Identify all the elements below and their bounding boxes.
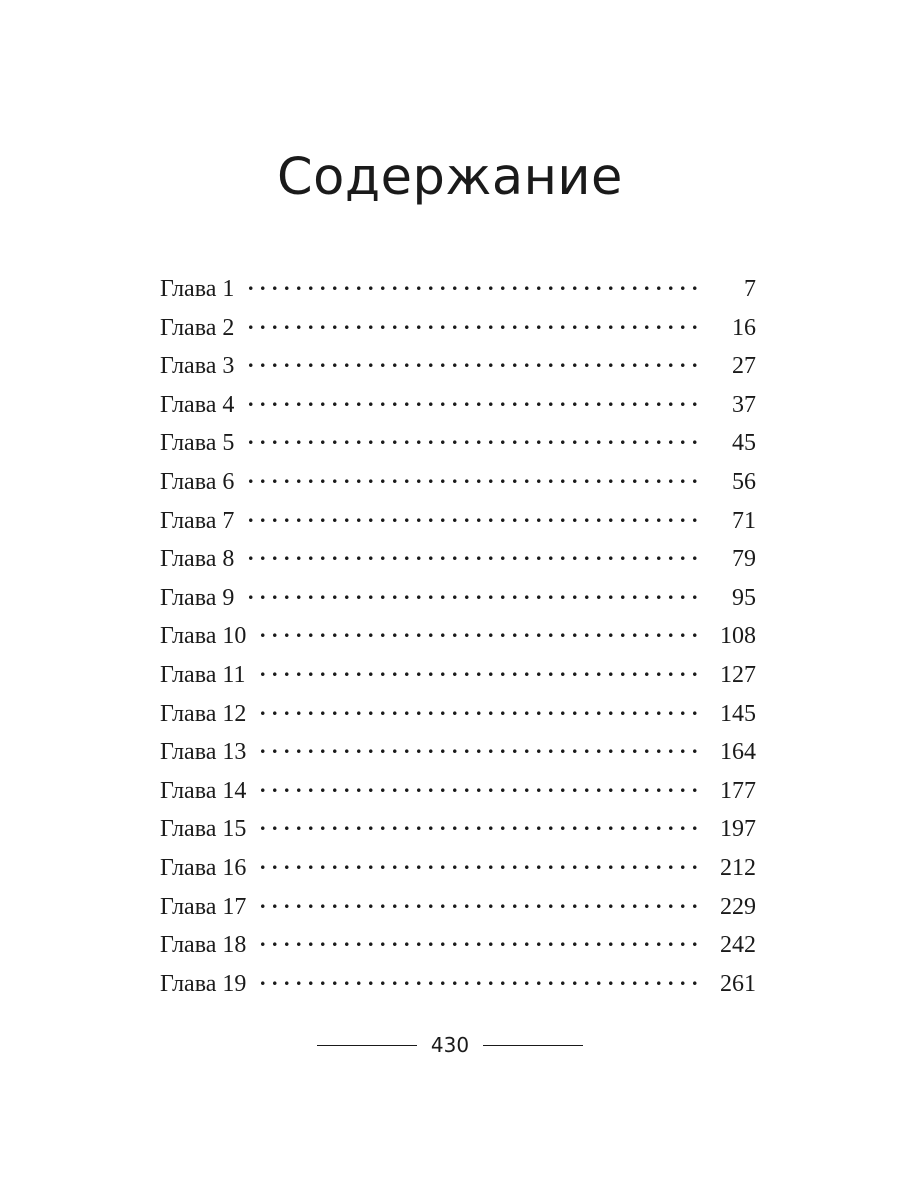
toc-entry-page: 145 xyxy=(720,700,756,727)
toc-entry-page: 45 xyxy=(732,430,756,457)
toc-entry[interactable] xyxy=(160,697,756,736)
toc-dot-leader xyxy=(248,504,698,528)
toc-entry-page: 164 xyxy=(720,739,756,766)
toc-dot-leader xyxy=(260,890,698,914)
toc-entry[interactable] xyxy=(160,619,756,658)
toc-entry-page: 242 xyxy=(720,932,756,959)
footer-rule-left xyxy=(317,1045,417,1046)
toc-dot-leader xyxy=(260,928,698,952)
toc-dot-leader xyxy=(248,311,698,335)
page-footer xyxy=(0,1033,900,1057)
toc-entry-page: 7 xyxy=(744,276,756,302)
toc-dot-leader xyxy=(260,735,698,759)
toc-dot-leader xyxy=(260,697,698,721)
toc-entry-label: Глава 16 xyxy=(160,854,247,881)
toc-entry-label: Глава 8 xyxy=(160,546,235,573)
toc-dot-leader xyxy=(248,388,698,412)
toc-entry-page: 177 xyxy=(720,777,756,804)
toc-dot-leader xyxy=(248,465,698,489)
toc-entry[interactable] xyxy=(160,542,756,581)
toc-entry[interactable] xyxy=(160,928,756,967)
toc-dot-leader xyxy=(260,812,698,836)
toc-entry-label: Глава 17 xyxy=(160,893,247,920)
page-title: Содержание xyxy=(277,148,623,207)
toc-entry-page: 212 xyxy=(720,854,756,881)
toc-entry-label: Глава 5 xyxy=(160,430,235,457)
toc-entry-page: 197 xyxy=(720,816,756,843)
toc-entry[interactable] xyxy=(160,812,756,851)
toc-entry[interactable] xyxy=(160,967,756,1006)
footer-rule-right xyxy=(483,1045,583,1046)
toc-entry-page: 16 xyxy=(732,314,756,341)
toc-entry[interactable] xyxy=(160,851,756,890)
toc-entry[interactable] xyxy=(160,735,756,774)
toc-entry[interactable] xyxy=(160,658,756,697)
toc-entry-page: 71 xyxy=(732,507,756,534)
toc-entry[interactable] xyxy=(160,311,756,350)
toc-dot-leader xyxy=(260,774,698,798)
toc-entry-page: 79 xyxy=(732,546,756,573)
toc-dot-leader xyxy=(260,619,698,643)
toc-entry-label: Глава 6 xyxy=(160,468,235,495)
toc-entry-label: Глава 15 xyxy=(160,816,247,843)
toc-dot-leader xyxy=(248,349,698,373)
toc-entry-page: 27 xyxy=(732,353,756,380)
toc-entry-page: 229 xyxy=(720,893,756,920)
toc-dot-leader xyxy=(260,851,698,875)
toc-entry[interactable] xyxy=(160,774,756,813)
toc-entry-page: 56 xyxy=(732,468,756,495)
page-number: 430 xyxy=(430,1033,470,1057)
toc-entry-label: Глава 1 xyxy=(160,276,235,302)
toc-entry[interactable] xyxy=(160,426,756,465)
toc-dot-leader xyxy=(248,542,698,566)
toc-dot-leader xyxy=(260,967,698,991)
toc-entry[interactable] xyxy=(160,581,756,620)
toc-entry-label: Глава 9 xyxy=(160,584,235,611)
toc-entry[interactable] xyxy=(160,504,756,543)
toc-entry[interactable] xyxy=(160,465,756,504)
toc-entry-label: Глава 12 xyxy=(160,700,247,727)
toc-dot-leader xyxy=(248,581,698,605)
toc-entry-label: Глава 19 xyxy=(160,970,247,997)
toc-entry-label: Глава 11 xyxy=(160,661,246,688)
toc-entry[interactable] xyxy=(160,388,756,427)
toc-entry-label: Глава 13 xyxy=(160,739,247,766)
toc-entry-page: 108 xyxy=(720,623,756,650)
toc-entry-label: Глава 7 xyxy=(160,507,235,534)
toc-entry-page: 95 xyxy=(732,584,756,611)
toc-entry-label: Глава 18 xyxy=(160,932,247,959)
table-of-contents xyxy=(160,272,756,1005)
toc-dot-leader xyxy=(248,426,698,450)
toc-entry-page: 37 xyxy=(732,391,756,418)
toc-entry-label: Глава 10 xyxy=(160,623,247,650)
toc-entry-page: 261 xyxy=(720,970,756,997)
toc-entry-label: Глава 14 xyxy=(160,777,247,804)
toc-entry[interactable] xyxy=(160,890,756,929)
toc-entry[interactable] xyxy=(160,349,756,388)
toc-entry-page: 127 xyxy=(720,661,756,688)
toc-dot-leader xyxy=(259,658,698,682)
toc-entry-label: Глава 2 xyxy=(160,314,235,341)
toc-entry-label: Глава 4 xyxy=(160,391,235,418)
toc-entry-label: Глава 3 xyxy=(160,353,235,380)
toc-entry[interactable] xyxy=(160,272,756,311)
toc-dot-leader xyxy=(248,272,698,296)
